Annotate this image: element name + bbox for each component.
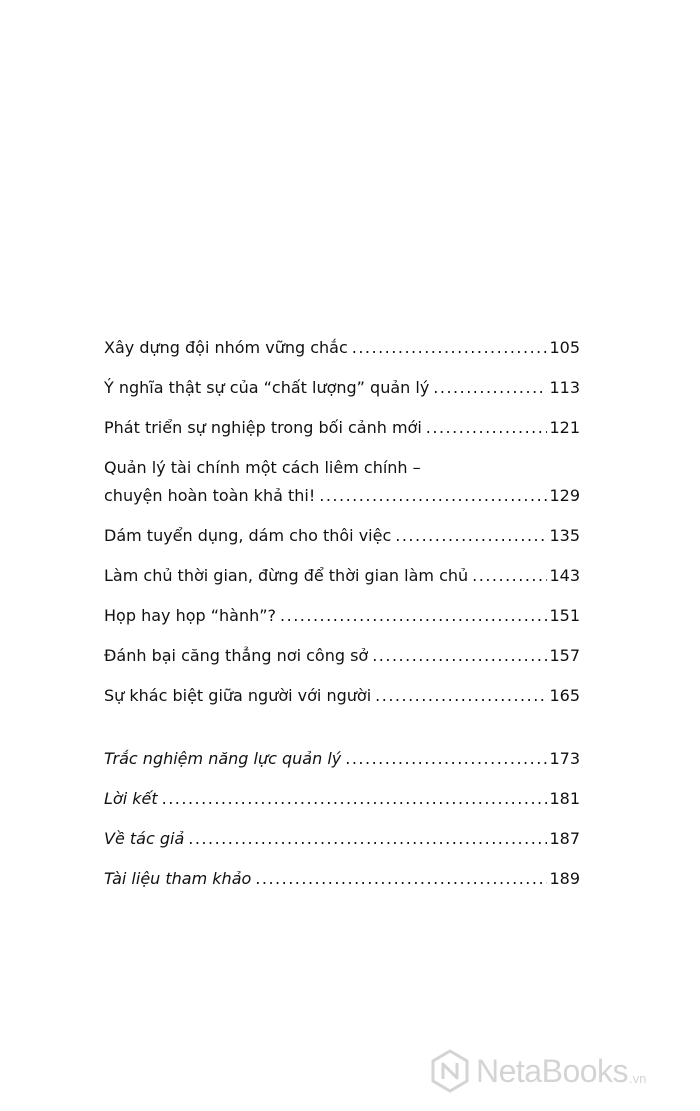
toc-appendix-entry	[104, 749, 580, 769]
toc-entry-title: Về tác giả	[104, 829, 185, 848]
toc-entry	[104, 646, 580, 666]
toc-entry	[104, 566, 580, 586]
toc-entry-title: Họp hay họp “hành”?	[104, 606, 277, 625]
dot-leader	[345, 749, 547, 769]
watermark-brand: NetaBooks	[476, 1052, 629, 1089]
toc-entry-title: Lời kết	[104, 789, 158, 808]
toc-entry-page: 157	[549, 646, 580, 665]
toc-entry	[104, 686, 580, 706]
toc-entry-title: Sự khác biệt giữa người với người	[104, 686, 372, 705]
toc-entry-page: 113	[549, 378, 580, 397]
toc-entry-page: 165	[549, 686, 580, 705]
watermark-tld: .vn	[629, 1070, 647, 1086]
toc-entry-page: 105	[549, 338, 580, 357]
dot-leader	[375, 686, 547, 706]
toc-entry-title: Xây dựng đội nhóm vững chắc	[104, 338, 348, 357]
dot-leader	[426, 418, 548, 438]
toc-entry	[104, 526, 580, 546]
toc-entry-page: 173	[549, 749, 580, 768]
dot-leader	[472, 566, 547, 586]
toc-entry-title-line1: Quản lý tài chính một cách liêm chính –	[104, 458, 421, 477]
toc-appendix-entry	[104, 869, 580, 889]
netabooks-logo-icon	[430, 1049, 470, 1093]
toc-entry-title: Tài liệu tham khảo	[104, 869, 252, 888]
toc-entry-title: Trắc nghiệm năng lực quản lý	[104, 749, 342, 768]
toc-entry-page: 189	[549, 869, 580, 888]
toc-entry	[104, 378, 580, 398]
toc-entry-title: Làm chủ thời gian, đừng để thời gian làm chủ	[104, 566, 469, 585]
toc-entry-page: 181	[549, 789, 580, 808]
toc-entry	[104, 338, 580, 358]
toc-entry-page: 143	[549, 566, 580, 585]
toc-entry-page: 129	[549, 486, 580, 505]
netabooks-watermark	[430, 1046, 646, 1096]
dot-leader	[255, 869, 547, 889]
toc-entry	[104, 418, 580, 438]
toc-entry	[104, 606, 580, 626]
dot-leader	[372, 646, 547, 666]
toc-entry-title: chuyện hoàn toàn khả thi!	[104, 486, 316, 505]
toc-entry-page: 187	[549, 829, 580, 848]
toc-appendix-entry	[104, 789, 580, 809]
dot-leader	[280, 606, 547, 626]
toc-entry-first-line	[104, 458, 580, 478]
table-of-contents	[104, 338, 580, 889]
dot-leader	[352, 338, 548, 358]
toc-entry-title: Dám tuyển dụng, dám cho thôi việc	[104, 526, 392, 545]
toc-entry-page: 135	[549, 526, 580, 545]
toc-entry-title: Ý nghĩa thật sự của “chất lượng” quản lý	[104, 378, 430, 397]
toc-entry	[104, 486, 580, 506]
toc-entry-page: 121	[549, 418, 580, 437]
dot-leader	[162, 789, 548, 809]
dot-leader	[188, 829, 547, 849]
toc-entry-page: 151	[549, 606, 580, 625]
dot-leader	[433, 378, 547, 398]
toc-entry-title: Đánh bại căng thẳng nơi công sở	[104, 646, 369, 665]
dot-leader	[395, 526, 547, 546]
toc-appendix-entry	[104, 829, 580, 849]
toc-entry-title: Phát triển sự nghiệp trong bối cảnh mới	[104, 418, 422, 437]
dot-leader	[319, 486, 547, 506]
